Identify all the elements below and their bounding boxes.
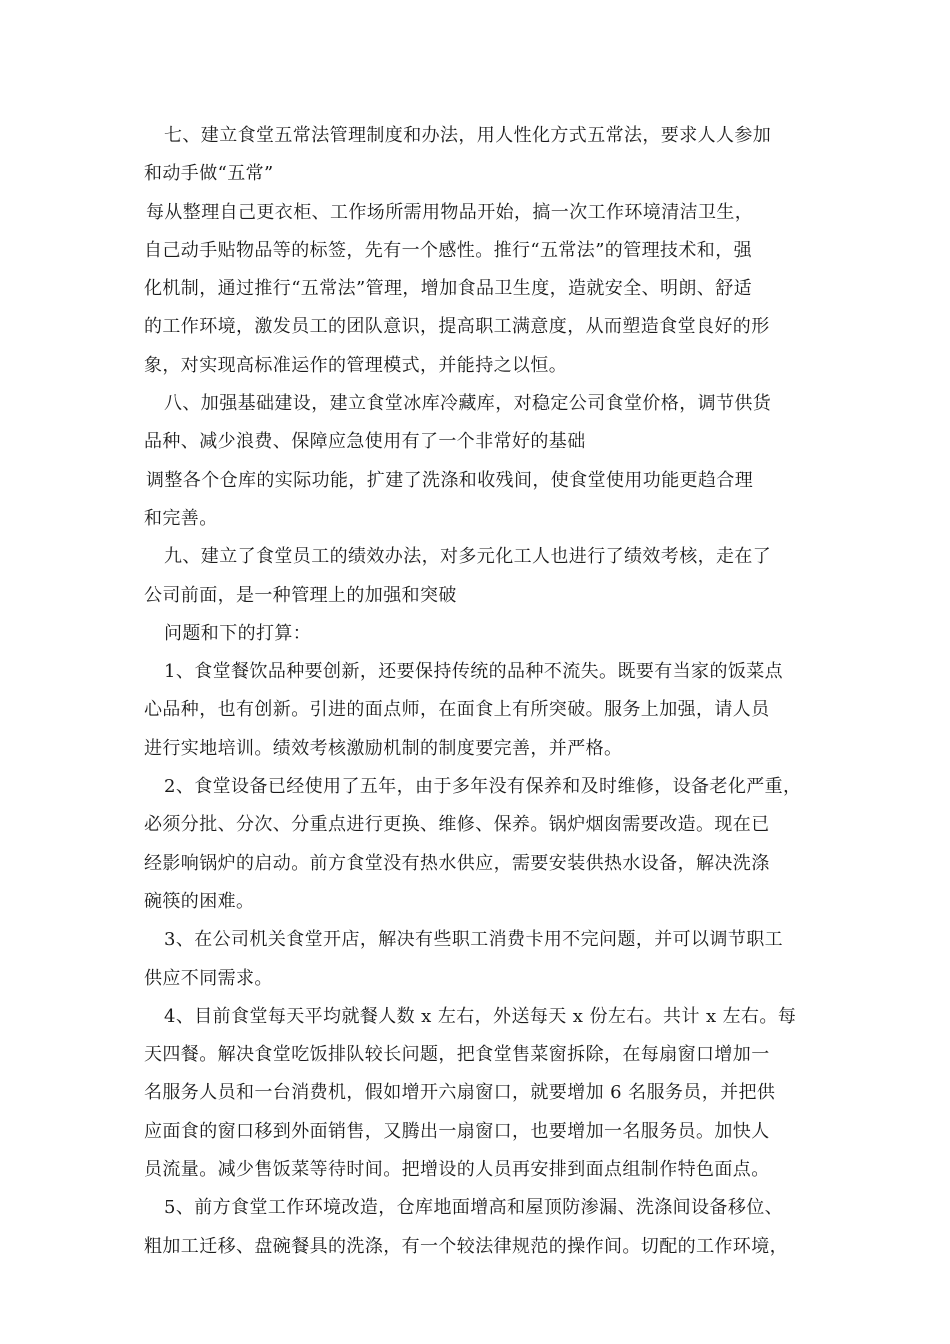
text-line: 碗筷的困难。	[144, 890, 255, 912]
text-line: 的工作环境，激发员工的团队意识，提高职工满意度，从而塑造食堂良好的形	[144, 316, 770, 338]
text-line: 心品种，也有创新。引进的面点师，在面食上有所突破。服务上加强，请人员	[144, 699, 770, 721]
text-line: 员流量。减少售饭菜等待时间。把增设的人员再安排到面点组制作特色面点。	[144, 1159, 770, 1181]
text-line: 粗加工迁移、盘碗餐具的洗涤，有一个较法律规范的操作间。切配的工作环境，	[144, 1235, 788, 1257]
text-line: 八、加强基础建设，建立食堂冰库冷藏库，对稳定公司食堂价格，调节供货	[164, 393, 772, 415]
text-line: 九、建立了食堂员工的绩效办法，对多元化工人也进行了绩效考核，走在了	[164, 546, 772, 568]
text-line: 品种、减少浪费、保障应急使用有了一个非常好的基础	[144, 431, 586, 453]
text-line: 化机制，通过推行“五常法”管理，增加食品卫生度，造就安全、明朗、舒适	[144, 278, 753, 300]
text-line: 1、食堂餐饮品种要创新，还要保持传统的品种不流失。既要有当家的饭菜点	[164, 661, 784, 683]
text-line: 象，对实现高标准运作的管理模式，并能持之以恒。	[144, 354, 568, 376]
text-line: 名服务人员和一台消费机，假如增开六扇窗口，就要增加 6 名服务员，并把供	[144, 1082, 776, 1104]
text-line: 5、前方食堂工作环境改造，仓库地面增高和屋顶防渗漏、洗涤间设备移位、	[164, 1197, 784, 1219]
text-line: 七、建立食堂五常法管理制度和办法，用人性化方式五常法，要求人人参加	[164, 125, 772, 146]
text-line: 问题和下的打算：	[164, 622, 312, 644]
text-line: 调整各个仓库的实际功能，扩建了洗涤和收残间，使食堂使用功能更趋合理	[146, 469, 754, 491]
text-line: 供应不同需求。	[144, 967, 273, 989]
text-line: 必须分批、分次、分重点进行更换、维修、保养。锅炉烟囱需要改造。现在已	[144, 814, 770, 836]
text-line: 和动手做“五常”	[144, 163, 274, 185]
text-line: 2、食堂设备已经使用了五年，由于多年没有保养和及时维修，设备老化严重，	[164, 776, 802, 798]
text-line: 经影响锅炉的启动。前方食堂没有热水供应，需要安装供热水设备，解决洗涤	[144, 852, 770, 874]
text-line: 进行实地培训。绩效考核激励机制的制度要完善，并严格。	[144, 737, 623, 759]
text-line: 每从整理自己更衣柜、工作场所需用物品开始，搞一次工作环境清洁卫生，	[146, 201, 754, 223]
text-line: 天四餐。解决食堂吃饭排队较长问题，把食堂售菜窗拆除，在每扇窗口增加一	[144, 1044, 770, 1066]
text-line: 3、在公司机关食堂开店，解决有些职工消费卡用不完问题，并可以调节职工	[164, 929, 784, 951]
text-line: 自己动手贴物品等的标签，先有一个感性。推行“五常法”的管理技术和，强	[144, 239, 753, 261]
text-line: 和完善。	[144, 507, 218, 529]
text-line: 公司前面，是一种管理上的加强和突破	[144, 584, 457, 606]
text-line: 4、目前食堂每天平均就餐人数 x 左右，外送每天 x 份左右。共计 x 左右。每	[164, 1005, 797, 1027]
text-line: 应面食的窗口移到外面销售，又腾出一扇窗口，也要增加一名服务员。加快人	[144, 1120, 770, 1142]
document-body	[144, 117, 824, 1266]
